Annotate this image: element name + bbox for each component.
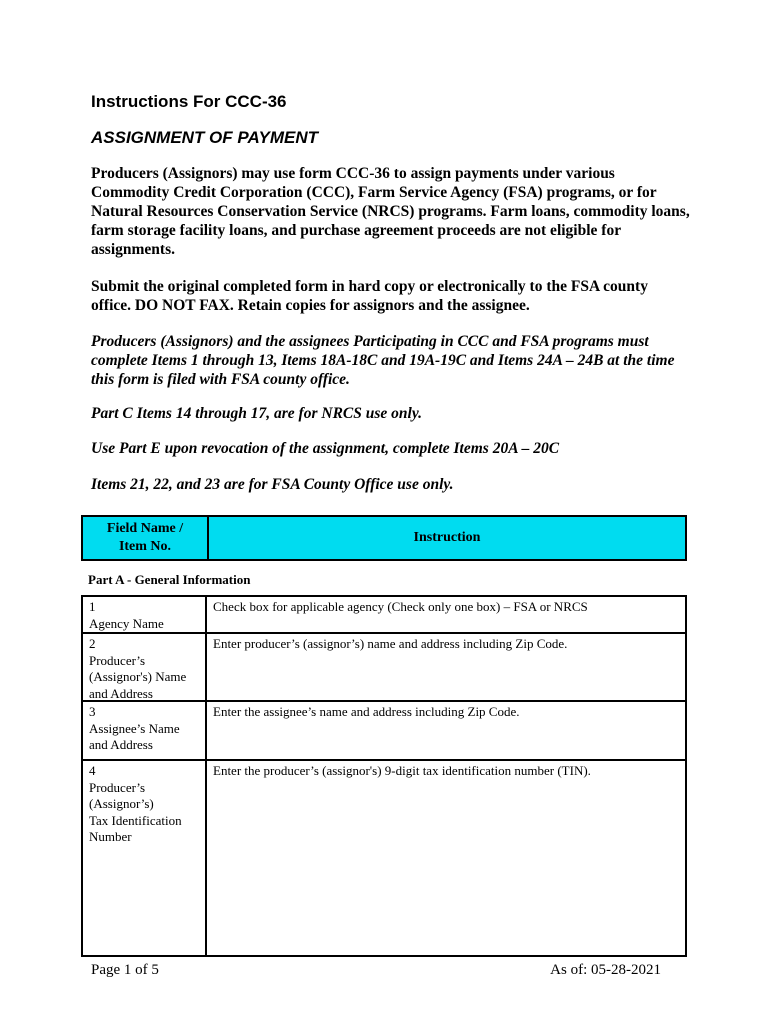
field-cell: 4 Producer’s (Assignor’s) Tax Identification Number bbox=[83, 761, 207, 955]
table-row bbox=[83, 632, 685, 700]
field-cell: 3 Assignee’s Name and Address bbox=[83, 702, 207, 759]
instruction-cell: Check box for applicable agency (Check only one box) – FSA or NRCS bbox=[213, 599, 588, 614]
instruction-cell: Enter producer’s (assignor’s) name and address including Zip Code. bbox=[213, 636, 568, 651]
section-label: Part A - General Information bbox=[88, 572, 251, 587]
header-field-name: Field Name / Item No. bbox=[83, 517, 209, 559]
instruction-cell: Enter the assignee’s name and address including Zip Code. bbox=[213, 704, 520, 719]
part-e-note: Use Part E upon revocation of the assignment, complete Items 20A – 20C bbox=[91, 440, 560, 457]
table-row bbox=[83, 759, 685, 955]
intro-paragraph: Producers (Assignors) may use form CCC-36 to assign payments under various Commodity Credit Corporation (CCC), Farm Service Agency (FSA) programs, or for Natural Resources Conservation Service (NRCS) programs. Farm loans, commodity loans, farm storage facility loans, and purchase agreement proceeds are not eligible for assignments. bbox=[91, 165, 690, 258]
header-instruction: Instruction bbox=[413, 530, 481, 545]
required-items-paragraph: Producers (Assignors) and the assignees Participating in CCC and FSA programs must complete Items 1 through 13, Items 18A-18C and 19A-19C and Items 24A – 24B at the time this form is filed with FSA county office. bbox=[91, 333, 675, 388]
table-row bbox=[83, 700, 685, 759]
instruction-table bbox=[81, 595, 687, 957]
field-cell: 2 Producer’s (Assignor's) Name and Address bbox=[83, 634, 207, 700]
revision-date: As of: 05-28-2021 bbox=[550, 962, 661, 978]
submission-paragraph: Submit the original completed form in hard copy or electronically to the FSA county office. DO NOT FAX. Retain copies for assignors and the assignee. bbox=[91, 278, 648, 314]
instruction-cell: Enter the producer’s (assignor's) 9-digit tax identification number (TIN). bbox=[213, 763, 591, 778]
county-office-note: Items 21, 22, and 23 are for FSA County Office use only. bbox=[91, 476, 454, 493]
field-cell: 1 Agency Name bbox=[83, 597, 207, 632]
document-title: Instructions For CCC-36 bbox=[91, 92, 287, 111]
table-row bbox=[83, 597, 685, 632]
table-header bbox=[81, 515, 687, 561]
page-number: Page 1 of 5 bbox=[91, 962, 159, 978]
document-subtitle: ASSIGNMENT OF PAYMENT bbox=[91, 128, 318, 147]
part-c-note: Part C Items 14 through 17, are for NRCS use only. bbox=[91, 405, 423, 422]
